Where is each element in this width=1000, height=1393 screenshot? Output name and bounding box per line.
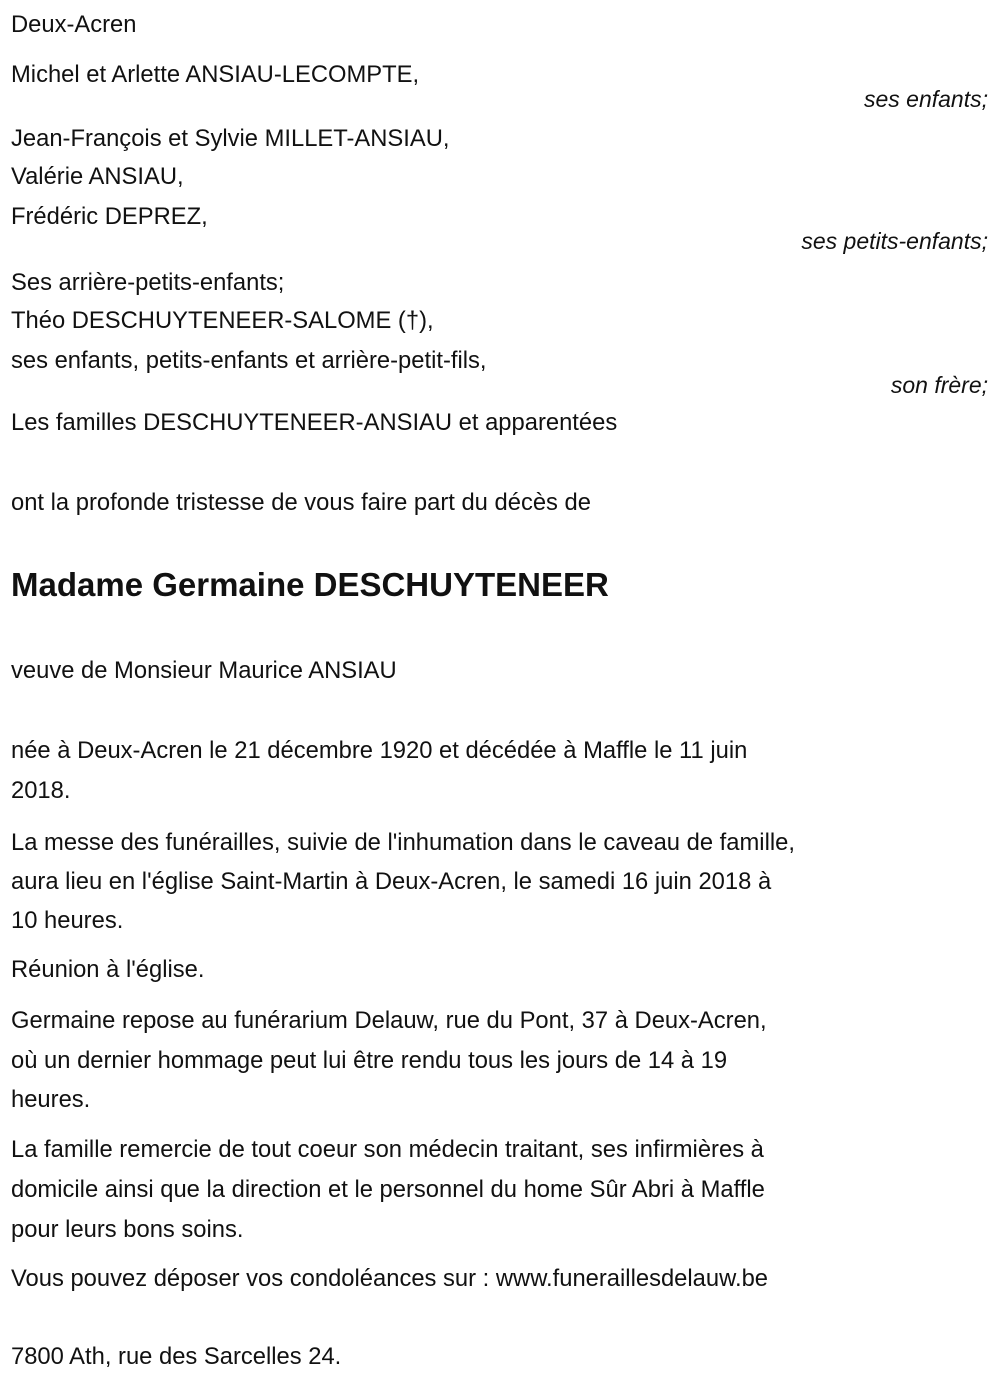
children-role: ses enfants; [863,86,988,112]
great-grandchildren: Ses arrière-petits-enfants; [11,269,285,296]
condolences [11,1264,768,1294]
condolences-text: Vous pouvez déposer vos condoléances sur : [11,1265,496,1292]
deceased-name: Madame Germaine DESCHUYTENEER [11,566,609,603]
meeting: Réunion à l'église. [11,956,205,983]
condolences-link[interactable]: www.funeraillesdelauw.be [495,1265,769,1292]
funeral-line-2: aura lieu en l'église Saint-Martin à Deux-Acren, le samedi 16 juin 2018 à [11,868,772,895]
widow-of: veuve de Monsieur Maurice ANSIAU [11,657,397,684]
brother-role: son frère; [890,372,988,398]
birth-death-line-1: née à Deux-Acren le 21 décembre 1920 et décédée à Maffle le 11 juin [11,737,748,764]
repose-line-1: Germaine repose au funérarium Delauw, rue du Pont, 37 à Deux-Acren, [11,1007,767,1034]
families: Les familles DESCHUYTENEER-ANSIAU et apparentées [11,409,618,436]
repose-line-2: où un dernier hommage peut lui être rendu tous les jours de 14 à 19 [11,1047,728,1074]
location: Deux-Acren [11,11,137,38]
birth-death-line-2: 2018. [11,777,71,804]
grandchild-3: Frédéric DEPREZ, [11,203,208,230]
grandchild-2: Valérie ANSIAU, [11,163,184,190]
thanks-line-2: domicile ainsi que la direction et le personnel du home Sûr Abri à Maffle [11,1176,765,1203]
brother-name: Théo DESCHUYTENEER-SALOME (†), [11,307,434,334]
thanks-line-3: pour leurs bons soins. [11,1216,244,1243]
funeral-line-3: 10 heures. [11,907,124,934]
grandchild-1: Jean-François et Sylvie MILLET-ANSIAU, [11,125,450,152]
grandchildren-role: ses petits-enfants; [801,228,988,254]
address: 7800 Ath, rue des Sarcelles 24. [11,1343,342,1370]
repose-line-3: heures. [11,1086,91,1113]
announcement: ont la profonde tristesse de vous faire part du décès de [11,489,591,516]
funeral-line-1: La messe des funérailles, suivie de l'inhumation dans le caveau de famille, [11,829,795,856]
thanks-line-1: La famille remercie de tout coeur son médecin traitant, ses infirmières à [11,1136,764,1163]
children-names: Michel et Arlette ANSIAU-LECOMPTE, [11,61,420,88]
brother-descendants: ses enfants, petits-enfants et arrière-petit-fils, [11,347,487,374]
